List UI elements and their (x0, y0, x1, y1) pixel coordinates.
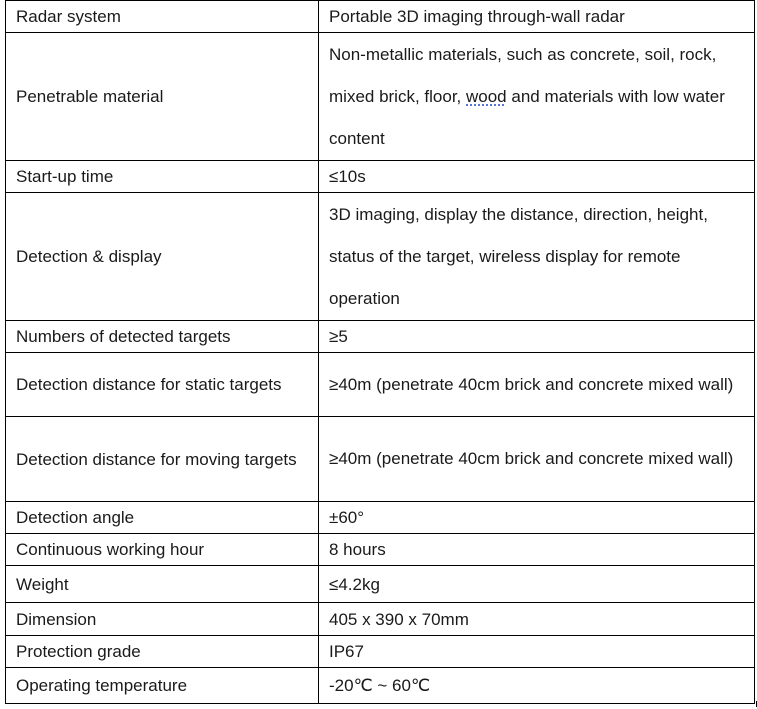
row-label: Detection distance for moving targets (6, 417, 319, 502)
table-row (6, 603, 755, 636)
row-label: Protection grade (6, 636, 319, 668)
row-label: Continuous working hour (6, 534, 319, 566)
table-row (6, 668, 755, 704)
table-row (6, 636, 755, 668)
row-value: 405 x 390 x 70mm (319, 603, 755, 636)
row-label: Start-up time (6, 161, 319, 193)
value-text: Non-metallic materials, such as concrete, soil, rock, mixed brick, floor, (329, 44, 717, 106)
row-label: Numbers of detected targets (6, 321, 319, 353)
table-row (6, 321, 755, 353)
table-row (6, 1, 755, 33)
table-row (6, 161, 755, 193)
table-row (6, 534, 755, 566)
table-row (6, 33, 755, 161)
row-label: Radar system (6, 1, 319, 33)
row-value: ≥5 (319, 321, 755, 353)
row-value (319, 33, 755, 161)
row-value: 3D imaging, display the distance, direction, height, status of the target, wireless display for remote operation (319, 193, 755, 321)
row-label: Weight (6, 566, 319, 603)
row-label: Operating temperature (6, 668, 319, 704)
value-text: and materials with low water content (329, 86, 725, 148)
row-value: 8 hours (319, 534, 755, 566)
row-label: Detection angle (6, 502, 319, 534)
spec-table (5, 0, 755, 704)
row-value: ≤4.2kg (319, 566, 755, 603)
row-value: ≥40m (penetrate 40cm brick and concrete mixed wall) (319, 353, 755, 417)
table-row (6, 193, 755, 321)
row-value: ≥40m (penetrate 40cm brick and concrete mixed wall) (319, 417, 755, 502)
row-label: Detection & display (6, 193, 319, 321)
table-row (6, 566, 755, 603)
spellcheck-marked-word: wood (466, 86, 507, 106)
table-row (6, 502, 755, 534)
row-label: Dimension (6, 603, 319, 636)
table-row (6, 353, 755, 417)
row-label: Penetrable material (6, 33, 319, 161)
row-label: Detection distance for static targets (6, 353, 319, 417)
row-value: ±60° (319, 502, 755, 534)
row-value: -20℃ ~ 60℃ (319, 668, 755, 704)
table-row (6, 417, 755, 502)
row-value: Portable 3D imaging through-wall radar (319, 1, 755, 33)
row-value: IP67 (319, 636, 755, 668)
row-value: ≤10s (319, 161, 755, 193)
